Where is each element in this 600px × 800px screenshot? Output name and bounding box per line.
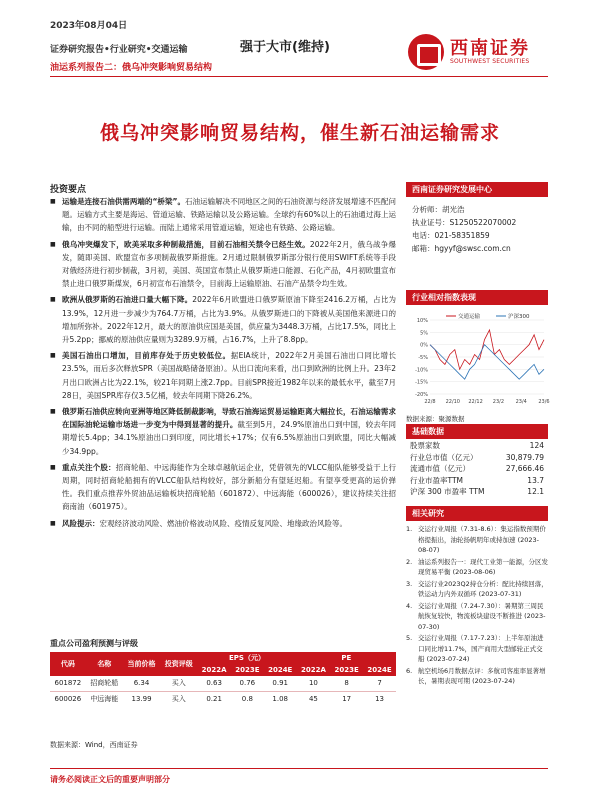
basic-data-row (406, 440, 548, 452)
col-header-eps: EPS（元） (197, 652, 296, 664)
invest-point (50, 461, 396, 514)
basic-data-row (406, 463, 548, 475)
earnings-table-title: 重点公司盈利预测与评级 (50, 639, 138, 648)
basic-data-section (406, 424, 548, 439)
invest-points-heading: 投资要点 (50, 185, 87, 195)
invest-point-text: 据EIA统计，2022年2月美国石油出口同比增长23.5%，而后多次释放SPR（美国战略储备原油）。从出口流向来看，出口到欧洲的比例上升。23年2月出口欧洲占比为22.1%，较21年同期上涨2.7pp。目前SPR接近1982年以来的最低水平，截至7月28日，美国SPR库存仅3.5亿桶，较去年同期下降26.2%。 (62, 351, 396, 400)
cell-pe: 17 (342, 694, 352, 703)
cell-code: 600026 (54, 694, 82, 703)
col-header-year: 2024E (363, 664, 396, 676)
cell-rating: 买入 (160, 676, 197, 691)
cell-pe: 7 (363, 676, 396, 691)
related-item[interactable]: 3. 交运行业2023Q2持仓分析：配比持续回落，铁运动力内外双循环 (2023-07-31) (406, 579, 548, 598)
analyst-phone: 电话：021-58351859 (412, 231, 490, 240)
invest-point (50, 517, 396, 530)
col-header-year: 2023E (231, 664, 264, 676)
table-row (50, 691, 396, 706)
analyst-name: 分析师：胡光浩 (412, 205, 465, 214)
related-section (406, 506, 548, 521)
basic-value: 124 (529, 441, 544, 450)
invest-point (50, 195, 396, 235)
header-divider (50, 76, 548, 77)
cell-code: 601872 (50, 676, 86, 691)
basic-key: 行业总市值（亿元） (410, 452, 478, 462)
invest-point-text: 2022年6月欧盟进口俄罗斯原油下降至2416.2万桶，占比为13.9%，12月进一步减少为764.7万桶，占比为3.9%。从俄罗斯进口的下降被从美国他来源进口的增加所弥补。2022年12月，最大的原油供应国是美国，供应量为3448.3万桶，占比17.5%，同比上升5.2pp；挪威的原油供应量则为3289.9万桶，占16.7%，上升了8.8pp。 (62, 295, 397, 345)
col-header-year: 2022A (297, 664, 331, 676)
related-item[interactable]: 6. 航空机场6月数据点评：多航司客座率显著增长，暑期表现可期 (2023-07-24) (406, 666, 546, 685)
footer-divider (50, 768, 548, 769)
x-tick-label: 23/4 (515, 399, 527, 405)
cell-eps: 0.21 (206, 694, 222, 703)
col-header-pe: PE (297, 652, 396, 664)
related-item[interactable]: 4. 交运行业周报（7.24-7.30）：暑期第三周民航恢复较快，物流板块建设不断推进 (2023-07-30) (406, 601, 546, 631)
invest-point (50, 293, 396, 346)
basic-value: 13.7 (527, 475, 544, 485)
logo-name-cn: 西南证券 (450, 38, 530, 59)
cell-price: 6.34 (123, 676, 160, 691)
footer-disclaimer: 请务必阅读正文后的重要声明部分 (50, 775, 170, 784)
table-row (50, 676, 396, 691)
company-logo (408, 32, 553, 72)
cell-price: 13.99 (131, 694, 152, 703)
basic-key: 流通市值（亿元） (410, 464, 470, 473)
cell-pe: 10 (297, 676, 331, 691)
invest-point-text: 宏观经济波动风险、燃油价格波动风险、疫情反复风险、地缘政治风险等。 (99, 518, 347, 528)
cell-name: 中远海能 (90, 694, 119, 703)
report-series: 油运系列报告二：俄乌冲突影响贸易结构 (50, 63, 213, 73)
invest-point-lead: 风险提示： (62, 518, 100, 528)
basic-data-title: 基础数据 (406, 424, 548, 439)
industry-rating: 强于大市(维持) (240, 40, 330, 55)
sidebar-analyst (406, 182, 548, 255)
cell-eps: 0.8 (241, 694, 253, 703)
invest-point-lead: 重点关注个股： (62, 462, 116, 472)
related-item[interactable]: 2. 油运系列报告一：现代工业第一能源，分区发现贸易平衡 (2023-08-06) (406, 557, 548, 576)
invest-point-lead: 运输是连接石油供需两端的“桥梁”。 (62, 197, 185, 206)
related-item[interactable]: 1. 交运行业周报（7.31-8.6）：集运指数预期价格提振出，油轮扬帆明年或持加速 (2023-08-07) (406, 525, 546, 554)
logo-name-en: SOUTHWEST SECURITIES (450, 58, 530, 65)
invest-point (50, 405, 396, 458)
analyst-license: 执业证号：S1250522070002 (412, 218, 517, 227)
report-title: 俄乌冲突影响贸易结构，催生新石油运输需求 (99, 122, 500, 144)
cell-pe: 8 (330, 676, 363, 691)
y-tick-label: 10% (416, 318, 428, 324)
cell-eps: 0.76 (231, 676, 264, 691)
basic-data-row (406, 486, 548, 498)
analyst-email[interactable]: 邮箱：hgyyf@swsc.com.cn (412, 244, 511, 253)
invest-point-text: 截至到5月，24.9%原油出口到中国，较去年同期增长5.4pp；34.1%原油出口到印度，同比增长+17%；仅有6.5%原油出口到欧盟，同比大幅减少34.9pp。 (62, 420, 396, 456)
legend-label: 沪深300 (508, 314, 530, 320)
invest-point-lead: 俄罗斯石油供应转向亚洲等地区降低制裁影响，导致石油海运贸易运输距离大幅拉长，石油运输需求在国际油轮运输市场进一步变为中得到显著的提升。 (62, 407, 396, 430)
y-tick-label: -15% (415, 379, 428, 386)
col-header-price: 当前价格 (123, 652, 160, 676)
y-tick-label: 0% (420, 342, 428, 349)
basic-key: 沪深 300 市盈率 TTM (410, 487, 485, 496)
logo-mark-icon (408, 34, 444, 70)
table-source: 数据来源：Wind，西南证券 (50, 741, 138, 749)
col-header-year: 2023E (330, 664, 363, 676)
x-tick-label: 22/10 (445, 399, 461, 405)
col-header-year: 2022A (197, 664, 231, 676)
report-type: 证券研究报告•行业研究•交通运输 (50, 45, 188, 55)
perf-section (406, 290, 548, 305)
invest-point (50, 238, 396, 291)
y-tick-label: 5% (420, 330, 428, 337)
invest-point-text: 2022年2月，俄乌战争爆发，随即美国、欧盟宣布多项制裁俄罗斯措施。2月通过限制俄罗斯部分银行使用SWIFT系统等手段对俄经济进行初步制裁，3月初，美国、英国宣布禁止从俄罗斯进口能源、石化产品，4月初欧盟宣布禁止进口俄罗斯煤炭，6月初宣布石油禁令，目前海上运输原油、石油产品禁令均生效。 (62, 239, 397, 289)
cell-eps: 0.91 (264, 676, 297, 691)
cell-eps: 1.08 (272, 694, 288, 703)
chart-source: 数据来源：聚源数据 (406, 415, 465, 423)
basic-data-list (406, 440, 548, 498)
related-title: 相关研究 (406, 506, 548, 521)
basic-value: 27,666.46 (505, 464, 544, 473)
basic-data-row (406, 452, 548, 464)
cell-pe: 45 (308, 694, 318, 703)
invest-point (50, 349, 396, 402)
basic-value: 12.1 (527, 487, 544, 496)
invest-point-text: 石油运输解决不同地区之间的石油资源与经济发展增速不匹配问题。运输方式主要是海运、管道运输、铁路运输以及公路运输。全球约有60%以上的石油通过海上运输，由不同的船型进行运输。而陆上通常采用管道运输，短途也有铁路、公路运输。 (62, 197, 397, 233)
earnings-table (50, 652, 396, 706)
invest-point-lead: 美国石油出口增加，目前库存处于历史较低位。 (62, 351, 231, 361)
perf-title: 行业相对指数表现 (406, 290, 548, 305)
col-header-name: 名称 (86, 652, 123, 676)
related-item[interactable]: 5. 交运行业周报（7.17-7.23）：上半年原油进口同比增11.7%，国产商用大型邮轮正式交船 (2023-07-24) (406, 634, 544, 663)
cell-name: 招商轮船 (86, 676, 123, 691)
x-tick-label: 23/6 (538, 399, 550, 405)
basic-value: 30,879.79 (505, 452, 544, 462)
cell-rating: 买入 (171, 694, 186, 703)
x-tick-label: 23/2 (492, 399, 505, 405)
x-tick-label: 22/8 (424, 399, 436, 405)
col-header-year: 2024E (264, 664, 297, 676)
basic-key: 行业市盈率TTM (410, 475, 464, 485)
research-center-title: 西南证券研究发展中心 (406, 182, 548, 197)
invest-points-list (50, 195, 396, 533)
col-header-code: 代码 (50, 652, 86, 676)
y-tick-label: -5% (418, 355, 428, 361)
cell-pe: 13 (375, 694, 384, 703)
invest-point-lead: 俄乌冲突爆发下，欧美采取多种制裁措施，目前石油相关禁令已经生效。 (62, 239, 310, 249)
related-list (406, 524, 548, 688)
basic-key: 股票家数 (410, 441, 440, 450)
y-tick-label: -10% (415, 367, 428, 374)
legend-label: 交通运输 (458, 314, 481, 320)
cell-eps: 0.63 (197, 676, 231, 691)
report-date: 2023年08月04日 (50, 21, 128, 31)
relative-index-chart (406, 310, 548, 410)
y-tick-label: -20% (415, 392, 428, 398)
x-tick-label: 22/12 (468, 399, 483, 405)
invest-point-text: 招商轮船、中远海能作为全球卓越航运企业，凭借领先的VLCC船队能够受益于上行周期，同时招商轮船拥有的VLCC船队结构较好，部分新船分有望延迟船。有望享受更高的运价弹性。我们重点推荐外贸油品运输板块招商轮船（601872）、中远海能（600026），建议持续关注招商南油（601975）。 (62, 462, 397, 512)
basic-data-row (406, 475, 548, 487)
invest-point-lead: 欧洲从俄罗斯的石油进口量大幅下降。 (62, 295, 193, 305)
col-header-rating: 投资评级 (160, 652, 197, 676)
